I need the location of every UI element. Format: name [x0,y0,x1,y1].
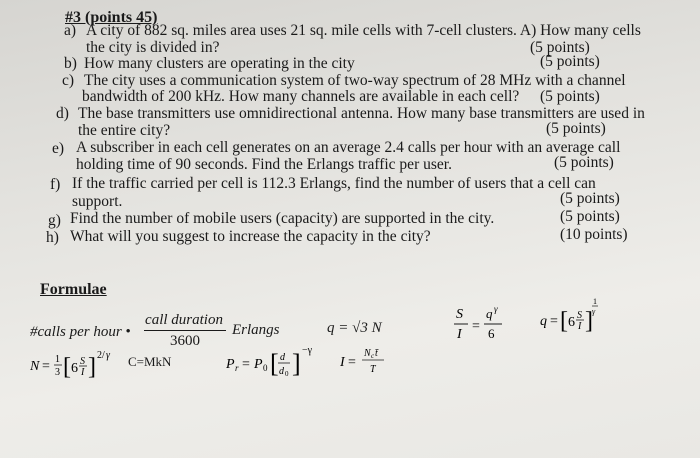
question-f-letter: f) [50,176,61,193]
svg-text:q: q [540,314,547,329]
svg-text:q: q [486,306,493,321]
svg-text:[: [ [270,349,279,378]
question-e-letter: e) [52,140,65,157]
svg-text:6: 6 [488,326,495,341]
question-a-points: (5 points) [530,39,590,56]
question-h-line1: What will you suggest to increase the capacity in the city? [70,228,431,245]
i-formula [340,342,400,378]
question-e-points: (5 points) [554,154,614,171]
svg-text:P: P [226,357,235,372]
question-d-line2: the entire city? [78,122,171,139]
q-sqrt-formula: q = √3 N [327,320,382,336]
svg-text:N: N [364,348,371,359]
svg-text:S: S [577,310,582,321]
c-mkn-formula: C=MkN [128,354,172,369]
svg-text:−γ: −γ [302,345,313,356]
question-c-letter: c) [62,72,75,89]
svg-text:0: 0 [263,363,268,373]
question-e-line2: holding time of 90 seconds. Find the Erlangs traffic per user. [76,156,452,173]
svg-text:I: I [340,355,345,370]
s-over-i-formula [448,300,508,348]
question-c-line1: The city uses a communication system of two-way spectrum of 28 MHz with a channel [84,72,626,89]
svg-text:P: P [254,357,263,372]
svg-text:r: r [235,363,239,373]
svg-text:=: = [42,359,50,374]
svg-text:2/: 2/ [97,350,105,361]
svg-text:I: I [578,321,582,332]
question-d-points: (5 points) [546,120,606,137]
question-b-points: (5 points) [540,53,600,70]
svg-text:3: 3 [55,367,60,378]
question-c-points: (5 points) [540,88,600,105]
question-b-line1: How many clusters are operating in the city [84,55,355,72]
svg-text:=: = [550,314,558,329]
svg-text:γ: γ [592,307,596,316]
svg-text:γ: γ [494,304,498,314]
svg-text:0: 0 [285,370,289,378]
svg-text:I: I [457,327,462,342]
svg-text:c: c [371,352,375,360]
formulae-heading: Formulae [40,281,107,298]
svg-text:d: d [279,366,284,377]
svg-text:γ: γ [106,350,110,361]
svg-text:]: ] [585,308,593,334]
svg-text:]: ] [292,349,301,378]
n-formula [30,346,130,386]
svg-text:I: I [81,367,85,378]
svg-text:t̄: t̄ [375,348,378,359]
question-a-line1: A city of 882 sq. miles area uses 21 sq. mile cells with 7-cell clusters. A) How many cells [86,22,641,39]
call-duration-numerator: call duration [145,312,223,328]
svg-text:S: S [456,307,463,322]
svg-text:1: 1 [593,297,597,306]
question-e-line1: A subscriber in each cell generates on an average 2.4 calls per hour with an average call [76,139,621,156]
question-a-letter: a) [64,22,77,39]
svg-text:N: N [30,359,40,374]
q-formula [540,292,610,342]
svg-text:=: = [472,319,480,334]
question-g-line1: Find the number of mobile users (capacity) are supported in the city. [70,210,495,227]
question-a-line2: the city is divided in? [86,39,220,56]
page-title: #3 (points 45) [65,9,158,26]
svg-text:d: d [280,352,285,363]
svg-text:=: = [242,357,250,372]
svg-text:[: [ [560,308,568,334]
question-h-letter: h) [46,229,59,246]
svg-text:1: 1 [55,354,60,365]
question-d-letter: d) [56,105,69,122]
calls-per-hour-label: #calls per hour • [30,324,131,340]
question-b-letter: b) [64,55,77,72]
question-g-letter: g) [48,212,61,229]
question-d-line1: The base transmitters use omnidirectional antenna. How many base transmitters are used in [78,105,645,122]
question-f-line1: If the traffic carried per cell is 112.3 Erlangs, find the number of users that a cell can [72,175,596,192]
svg-text:T: T [370,364,376,375]
question-c-line2: bandwidth of 200 kHz. How many channels are available in each cell? [82,88,520,105]
svg-text:]: ] [88,354,96,380]
svg-text:S: S [80,356,85,367]
svg-text:6: 6 [568,315,575,330]
fraction-bar [144,330,226,331]
question-f-line2: support. [72,193,123,210]
denominator-3600: 3600 [170,333,200,349]
question-h-points: (10 points) [560,226,628,243]
svg-text:=: = [348,355,356,370]
svg-text:[: [ [63,354,71,380]
svg-text:6: 6 [71,361,78,376]
pr-formula [226,340,336,382]
erlangs-label: Erlangs [232,322,280,338]
question-f-points: (5 points) [560,190,620,207]
question-g-points: (5 points) [560,208,620,225]
